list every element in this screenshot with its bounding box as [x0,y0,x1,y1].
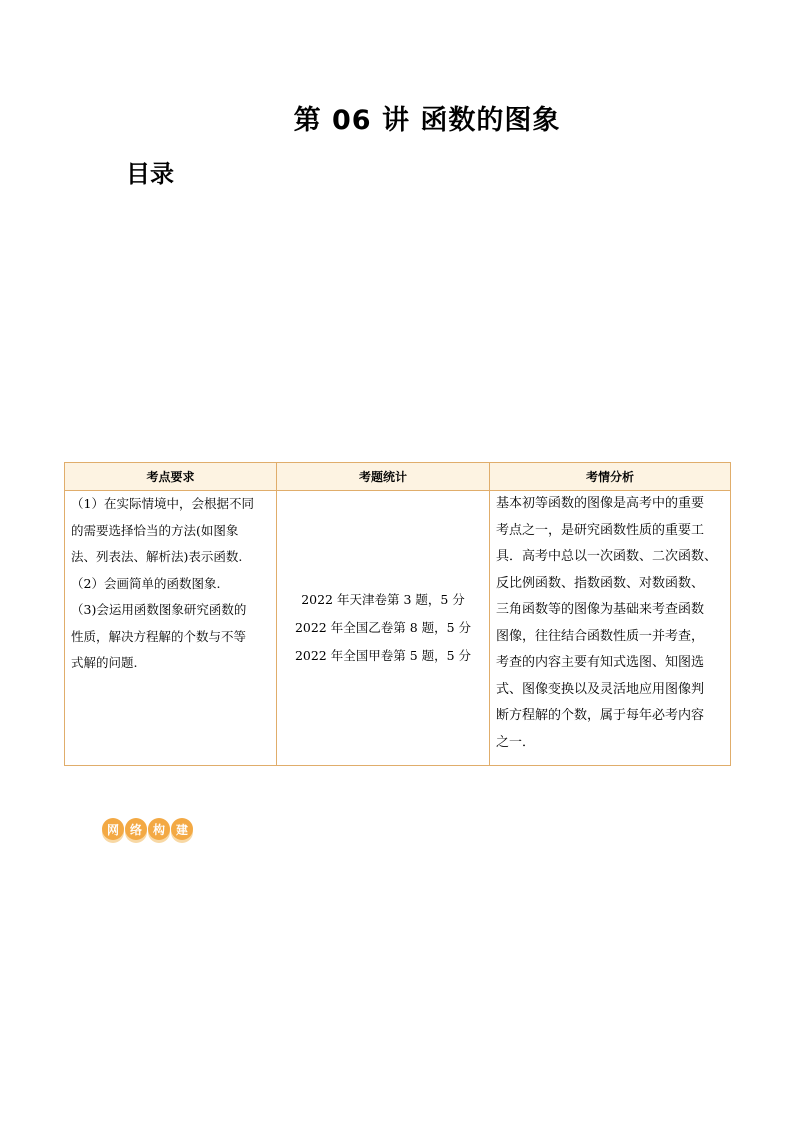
badge-char: 络 [125,818,147,840]
badge-char: 建 [171,818,193,840]
badge-char: 网 [102,818,124,840]
statistics-cell [277,491,490,766]
requirement-line: 式解的问题. [71,655,138,670]
table-header-row [65,463,731,491]
analysis-line: 考点之一，是研究函数性质的重要工 [496,522,705,538]
analysis-cell [490,491,731,766]
analysis-line: 反比例函数、指数函数、对数函数、 [496,575,705,591]
table-row [65,491,731,766]
badge-char: 构 [148,818,170,840]
requirement-line: 法、列表法、解析法)表示函数. [71,549,243,564]
analysis-line: 断方程解的个数，属于每年必考内容 [496,708,705,723]
analysis-line: 之一． [496,734,536,750]
requirement-line: 性质，解决方程解的个数与不等 [71,628,247,644]
requirement-line: （3)会运用函数图象研究函数的 [71,602,247,617]
page-title: 第 06 讲 函数的图象 [293,105,561,136]
network-construction-badge [102,818,193,848]
requirement-line: 的需要选择恰当的方法(如图象 [71,522,239,538]
analysis-line: 式、图像变换以及灵活地应用图像判 [496,681,705,697]
statistic-line: 2022 年天津卷第 3 题，5 分 [301,592,465,607]
analysis-line: 三角函数等的图像为基础来考查函数 [496,602,705,617]
header-statistics: 考题统计 [277,463,490,491]
statistic-line: 2022 年全国乙卷第 8 题，5 分 [294,620,472,635]
analysis-line: 图像，往往结合函数性质一并考查， [496,628,705,644]
analysis-line: 具．高考中总以一次函数、二次函数、 [496,549,718,564]
requirement-line: （2）会画简单的函数图象. [71,575,221,591]
analysis-line: 基本初等函数的图像是高考中的重要 [496,496,705,511]
analysis-line: 考查的内容主要有知式选图、知图选 [496,655,705,670]
toc-heading: 目录 [126,160,174,188]
header-analysis: 考情分析 [490,463,731,491]
exam-table [64,462,731,766]
header-requirements: 考点要求 [65,463,277,491]
requirements-cell [65,491,277,766]
requirement-line: （1）在实际情境中，会根据不同 [71,496,254,511]
statistic-line: 2022 年全国甲卷第 5 题，5 分 [294,648,472,663]
